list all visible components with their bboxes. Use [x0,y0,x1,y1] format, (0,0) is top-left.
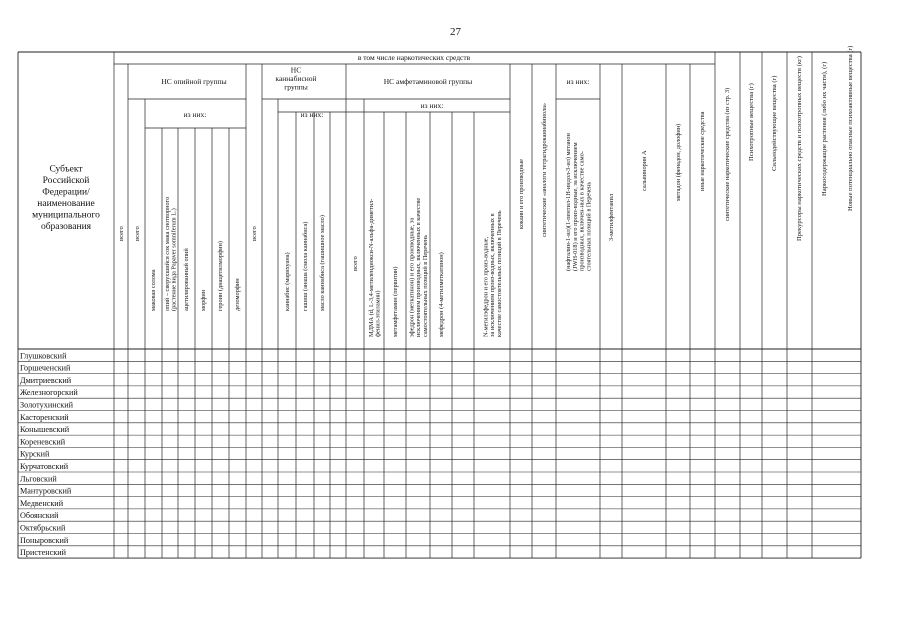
table-row-label: Глушковский [20,351,67,361]
table-row-label: Горшеченский [20,363,71,373]
opium-item-3: морфин [200,289,208,311]
table-row-label: Пристенский [20,548,66,558]
extra-col-4: Новые потенциально опасные психоактивные вещества (г) [847,45,855,211]
table-row-label: Медвенский [20,498,64,508]
opium-item-4: героин (диацетилморфин) [217,241,225,311]
cannabis-item-2: масло каннабиса (гашишное масло) [319,215,327,311]
cannabis-group-title: НС каннабисной группы [275,65,317,92]
right-item-0: (нафталин-1-ил)(1-пентил-1Н-индол-3-ил) метанон(JWH-018) и его произ-водные, за исключениемпроизводных, включен-ных в качестве само-стоятельных позиций в Перечень [565,133,593,271]
right-item-4: иные наркотические средства [699,111,707,191]
right-item-5: синтетические наркотические средства (из стр. 3) [724,87,732,221]
table-row-label: Октябрьский [20,523,66,533]
opium-item-2: ацетилированный опий [183,248,191,311]
extra-col-0: Психотропные вещества (г) [748,83,756,161]
table-row-label: Конышевский [20,425,70,435]
top-group-header: в том числе наркотических средств [357,53,471,62]
table-row-label: Дмитриевский [20,375,72,385]
table-row-label: Курский [20,449,50,459]
subject-header: Субъект Российской Федерации/ наименование муниципального образования [32,164,100,232]
amphetamine-item-1: метамфетамин (первитин) [392,266,400,337]
extra-col-1: Сильнодействующие вещества (г) [771,75,779,171]
cannabis-item-1: гашиш (анаша (смола каннабиса) [302,221,310,311]
opium-total-label: всего [134,226,142,241]
amphetamine-item-4: N-метилэфедрон и его произ-водные,за исключением произ-водных, включенных вкачестве самостоятельных позиций в Перечень [482,210,503,337]
amphetamine-total-label: всего [352,256,360,271]
right-item-3: метадон (фенадон, долофин) [675,123,683,201]
opium-item-5: дезоморфин [234,278,242,311]
opium-group-title: НС опийной группы [161,77,227,86]
table-row-label: Курчатовский [20,462,69,471]
right-item-1: 3-метилфентанил [608,193,616,241]
opium-item-0: маковая солома [150,269,158,311]
cannabis-total-label: всего [251,226,259,241]
table-row-label: Золотухинский [20,400,73,410]
right-item-2: сальвинорин А [641,150,649,191]
extra-col-2: Прекурсоры наркотических средств и психотропных веществ (кг) [796,56,804,241]
opium-of-which: из них: [183,110,207,119]
total-all-label: всего [118,226,126,241]
table-row-label: Касторенский [20,412,69,422]
amphetamine-of-which: из них: [420,101,444,110]
right-of-which: из них: [566,77,590,86]
extra-col-3: Наркосодержащие растения (либо их части), (г) [821,61,829,196]
opium-item-1: опий – сверухшийся сок мака снотворного(растение вида Papaver somniferum L.) [163,196,178,311]
table-row-label: Кореневский [20,437,66,447]
table-row-label: Железногорский [20,388,78,398]
table-row-label: Мантуровский [20,486,72,496]
synthetic-cannabinoids-label: синтетические «аналоги тетрагидроканнабинола» [541,102,549,237]
table-row-label: Поныровский [20,535,69,545]
amphetamine-group-title: НС амфетаминовой группы [383,77,473,86]
table-row-label: Обоянский [20,511,59,521]
table-row-label: Льговский [20,474,57,484]
amphetamine-item-0: МДМА (d, L-3,4-метилендиокси-N-альфа-диметил-фенил-этиламин) [367,198,382,337]
cocaine-label: кокаин и его производные [518,159,526,229]
cannabis-of-which: из них: [300,110,324,119]
cannabis-item-0: каннабис (марихуана) [284,252,292,311]
amphetamine-item-2: эфедрон (меткатинон) и его производные, заисключением производных, включенных в качествесамостоятельных позиций в Перечень [408,197,429,337]
amphetamine-item-3: мефедрон (4-метилметкатинон) [438,252,446,337]
page-number: 27 [450,26,461,38]
